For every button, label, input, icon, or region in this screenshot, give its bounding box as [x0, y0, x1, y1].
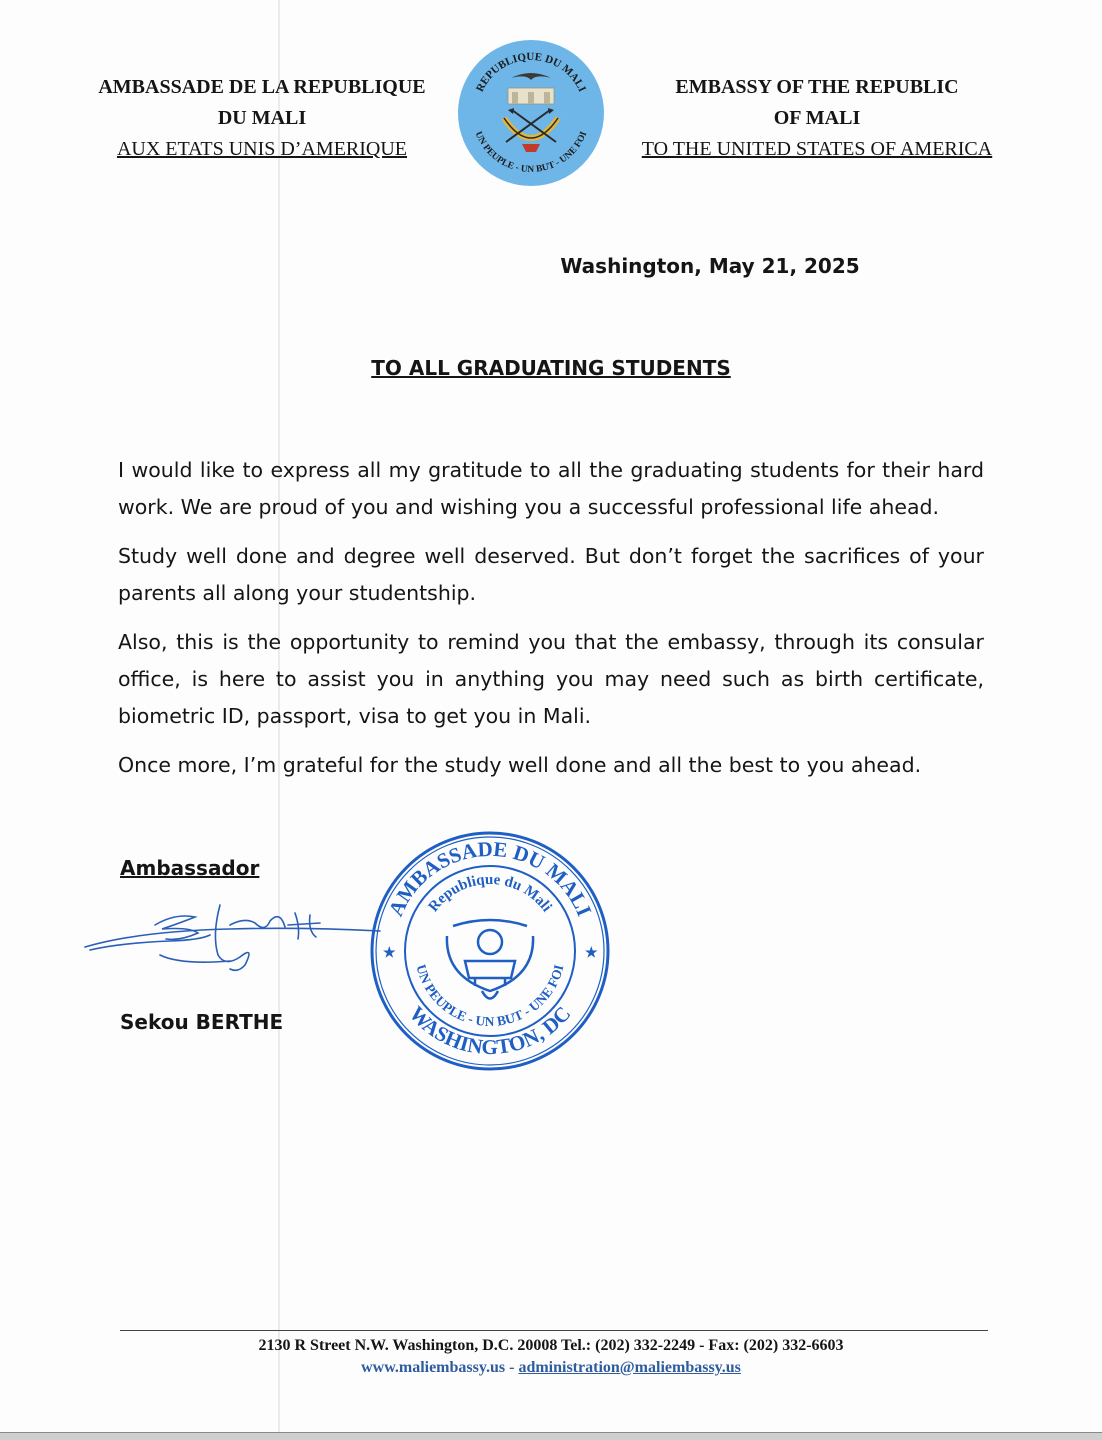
header-left-line2: DU MALI — [217, 107, 307, 129]
header-left-french — [80, 72, 444, 165]
embassy-stamp-seal — [365, 826, 615, 1076]
header-right-line1: EMBASSY OF THE REPUBLIC — [675, 76, 959, 98]
body-paragraph-4: Once more, I’m grateful for the study well done and all the best to you ahead. — [118, 753, 922, 777]
stamp-outer-top: AMBASSADE DU MALI — [383, 836, 597, 920]
signatory-name: Sekou BERTHE — [120, 1010, 284, 1034]
stamp-outer-bottom: WASHINGTON, DC — [404, 1001, 576, 1060]
mali-coat-of-arms-logo — [456, 38, 606, 188]
header-left-line1: AMBASSADE DE LA REPUBLIQUE — [98, 76, 426, 98]
header-left-line3: AUX ETATS UNIS D’AMERIQUE — [116, 138, 408, 160]
header-right-line3: TO THE UNITED STATES OF AMERICA — [641, 138, 993, 160]
body-paragraph-2: Study well done and degree well deserved. But don’t forget the sacrifices of your parents all along your studentship. — [118, 544, 984, 605]
stamp-inner-bottom: UN PEUPLE - UN BUT - UNE FOI — [413, 962, 567, 1030]
svg-text:★: ★ — [383, 946, 396, 961]
footer-website-link[interactable]: www.maliembassy.us — [361, 1359, 506, 1376]
footer-separator: - — [509, 1359, 515, 1376]
stamp-inner-top: Republique du Mali — [425, 871, 555, 916]
stamp-lion-emblem — [447, 920, 533, 999]
header-right-english — [622, 72, 1012, 165]
letter-date: Washington, May 21, 2025 — [560, 254, 860, 278]
footer-contacts — [0, 1359, 1102, 1377]
signatory-role: Ambassador — [120, 856, 260, 880]
footer-address: 2130 R Street N.W. Washington, D.C. 20008 Tel.: (202) 332-2249 - Fax: (202) 332-6603 — [258, 1337, 844, 1354]
header-right-line2: OF MALI — [773, 107, 861, 129]
letter-body — [118, 452, 984, 796]
handwritten-signature — [80, 895, 400, 975]
footer-email-link[interactable]: administration@maliembassy.us — [518, 1359, 741, 1376]
crest-arc-top: REPUBLIQUE DU MALI — [473, 50, 589, 94]
svg-text:★: ★ — [585, 946, 598, 961]
footer-divider — [120, 1330, 988, 1331]
letter-subject: TO ALL GRADUATING STUDENTS — [371, 356, 731, 380]
body-paragraph-3: Also, this is the opportunity to remind you that the embassy, through its consular office, is here to assist you in anything you may need such as birth certificate, biometric ID, passport, visa to get you in Mali. — [118, 630, 984, 728]
crest-arc-bottom: UN PEUPLE - UN BUT - UNE FOI — [472, 130, 590, 175]
body-paragraph-1: I would like to express all my gratitude to all the graduating students for their hard work. We are proud of you and wishing you a successful professional life ahead. — [118, 458, 984, 519]
scan-bottom-edge — [0, 1432, 1102, 1440]
